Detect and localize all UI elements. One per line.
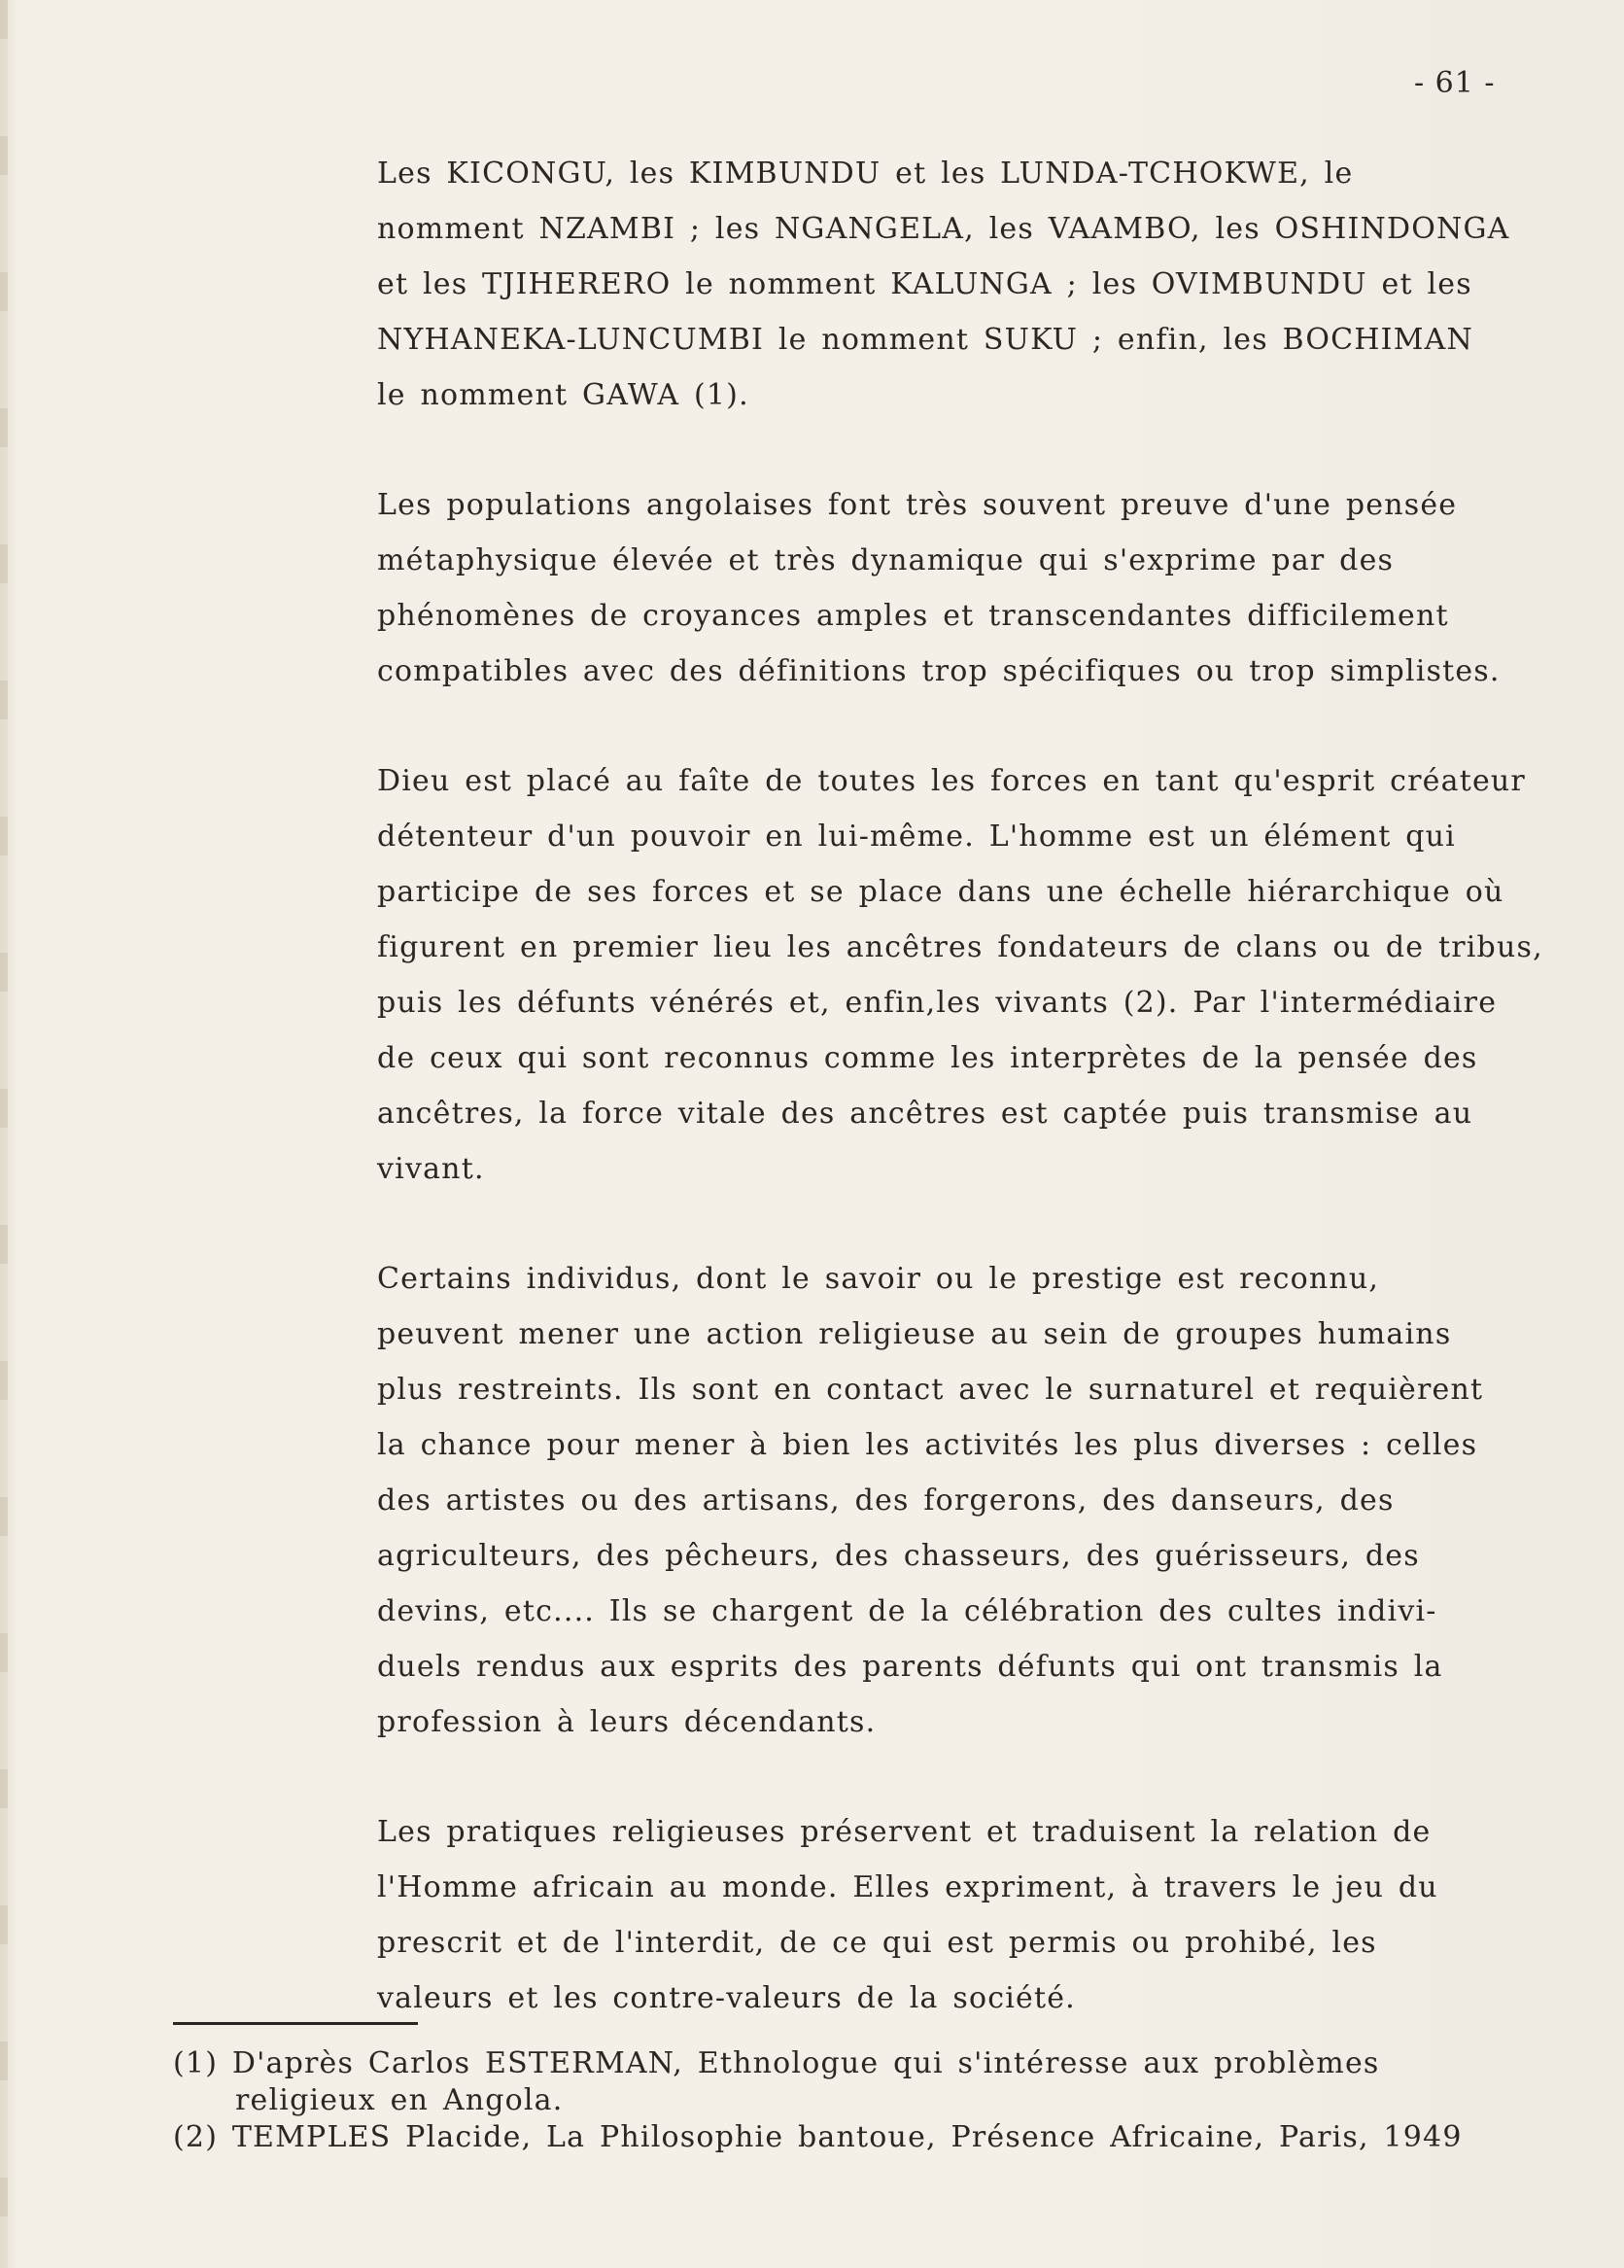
text-line: la chance pour mener à bien les activités les plus diverses : celles	[377, 1428, 1478, 1462]
text-line: puis les défunts vénérés et, enfin,les vivants (2). Par l'intermédiaire	[377, 986, 1498, 1020]
page-binding-edge	[0, 0, 8, 2268]
text-line: agriculteurs, des pêcheurs, des chasseurs, des guérisseurs, des	[377, 1539, 1420, 1573]
text-line: Les KICONGU, les KIMBUNDU et les LUNDA-TCHOKWE, le	[377, 157, 1354, 191]
text-line: duels rendus aux esprits des parents défunts qui ont transmis la	[377, 1650, 1443, 1684]
text-line: NYHANEKA-LUNCUMBI le nomment SUKU ; enfin, les BOCHIMAN	[377, 323, 1473, 357]
footnote-1: (1) D'après Carlos ESTERMAN, Ethnologue qui s'intéresse aux problèmes	[173, 2046, 1380, 2080]
text-line: compatibles avec des définitions trop spécifiques ou trop simplistes.	[377, 654, 1501, 688]
text-line: métaphysique élevée et très dynamique qui s'exprime par des	[377, 543, 1395, 577]
footnote-separator	[173, 2022, 418, 2025]
footnotes	[173, 2045, 1534, 2156]
text-line: prescrit et de l'interdit, de ce qui est permis ou prohibé, les	[377, 1926, 1377, 1960]
text-line: détenteur d'un pouvoir en lui-même. L'homme est un élément qui	[377, 820, 1456, 854]
paragraph-1	[377, 146, 1572, 423]
text-line: le nomment GAWA (1).	[377, 378, 749, 412]
paragraph-4	[377, 1251, 1572, 1750]
text-line: Les pratiques religieuses préservent et traduisent la relation de	[377, 1815, 1432, 1849]
text-line: devins, etc.... Ils se chargent de la célébration des cultes indivi-	[377, 1594, 1437, 1628]
text-line: de ceux qui sont reconnus comme les interprètes de la pensée des	[377, 1041, 1478, 1075]
text-line: valeurs et les contre-valeurs de la société.	[377, 1981, 1076, 2015]
footnote-2: (2) TEMPLES Placide, La Philosophie bantoue, Présence Africaine, Paris, 1949	[173, 2120, 1463, 2154]
page-number: - 61 -	[1414, 66, 1496, 100]
body-text	[377, 146, 1572, 2080]
text-line: l'Homme africain au monde. Elles expriment, à travers le jeu du	[377, 1870, 1438, 1904]
paragraph-5	[377, 1804, 1572, 2026]
text-line: peuvent mener une action religieuse au sein de groupes humains	[377, 1317, 1452, 1351]
text-line: et les TJIHERERO le nomment KALUNGA ; les OVIMBUNDU et les	[377, 267, 1472, 301]
footnote-1-continuation: religieux en Angola.	[235, 2083, 564, 2117]
paragraph-3	[377, 753, 1572, 1197]
text-line: figurent en premier lieu les ancêtres fondateurs de clans ou de tribus,	[377, 930, 1543, 964]
text-line: plus restreints. Ils sont en contact avec le surnaturel et requièrent	[377, 1373, 1484, 1407]
text-line: participe de ses forces et se place dans une échelle hiérarchique où	[377, 875, 1504, 909]
text-line: vivant.	[377, 1152, 485, 1186]
text-line: ancêtres, la force vitale des ancêtres est captée puis transmise au	[377, 1097, 1473, 1131]
paragraph-2	[377, 477, 1572, 699]
text-line: Les populations angolaises font très souvent preuve d'une pensée	[377, 488, 1458, 522]
text-line: des artistes ou des artisans, des forgerons, des danseurs, des	[377, 1483, 1395, 1518]
text-line: phénomènes de croyances amples et transcendantes difficilement	[377, 599, 1449, 633]
text-line: profession à leurs décendants.	[377, 1705, 877, 1739]
text-line: Dieu est placé au faîte de toutes les forces en tant qu'esprit créateur	[377, 764, 1526, 798]
text-line: Certains individus, dont le savoir ou le prestige est reconnu,	[377, 1262, 1380, 1296]
text-line: nomment NZAMBI ; les NGANGELA, les VAAMBO, les OSHINDONGA	[377, 212, 1510, 246]
